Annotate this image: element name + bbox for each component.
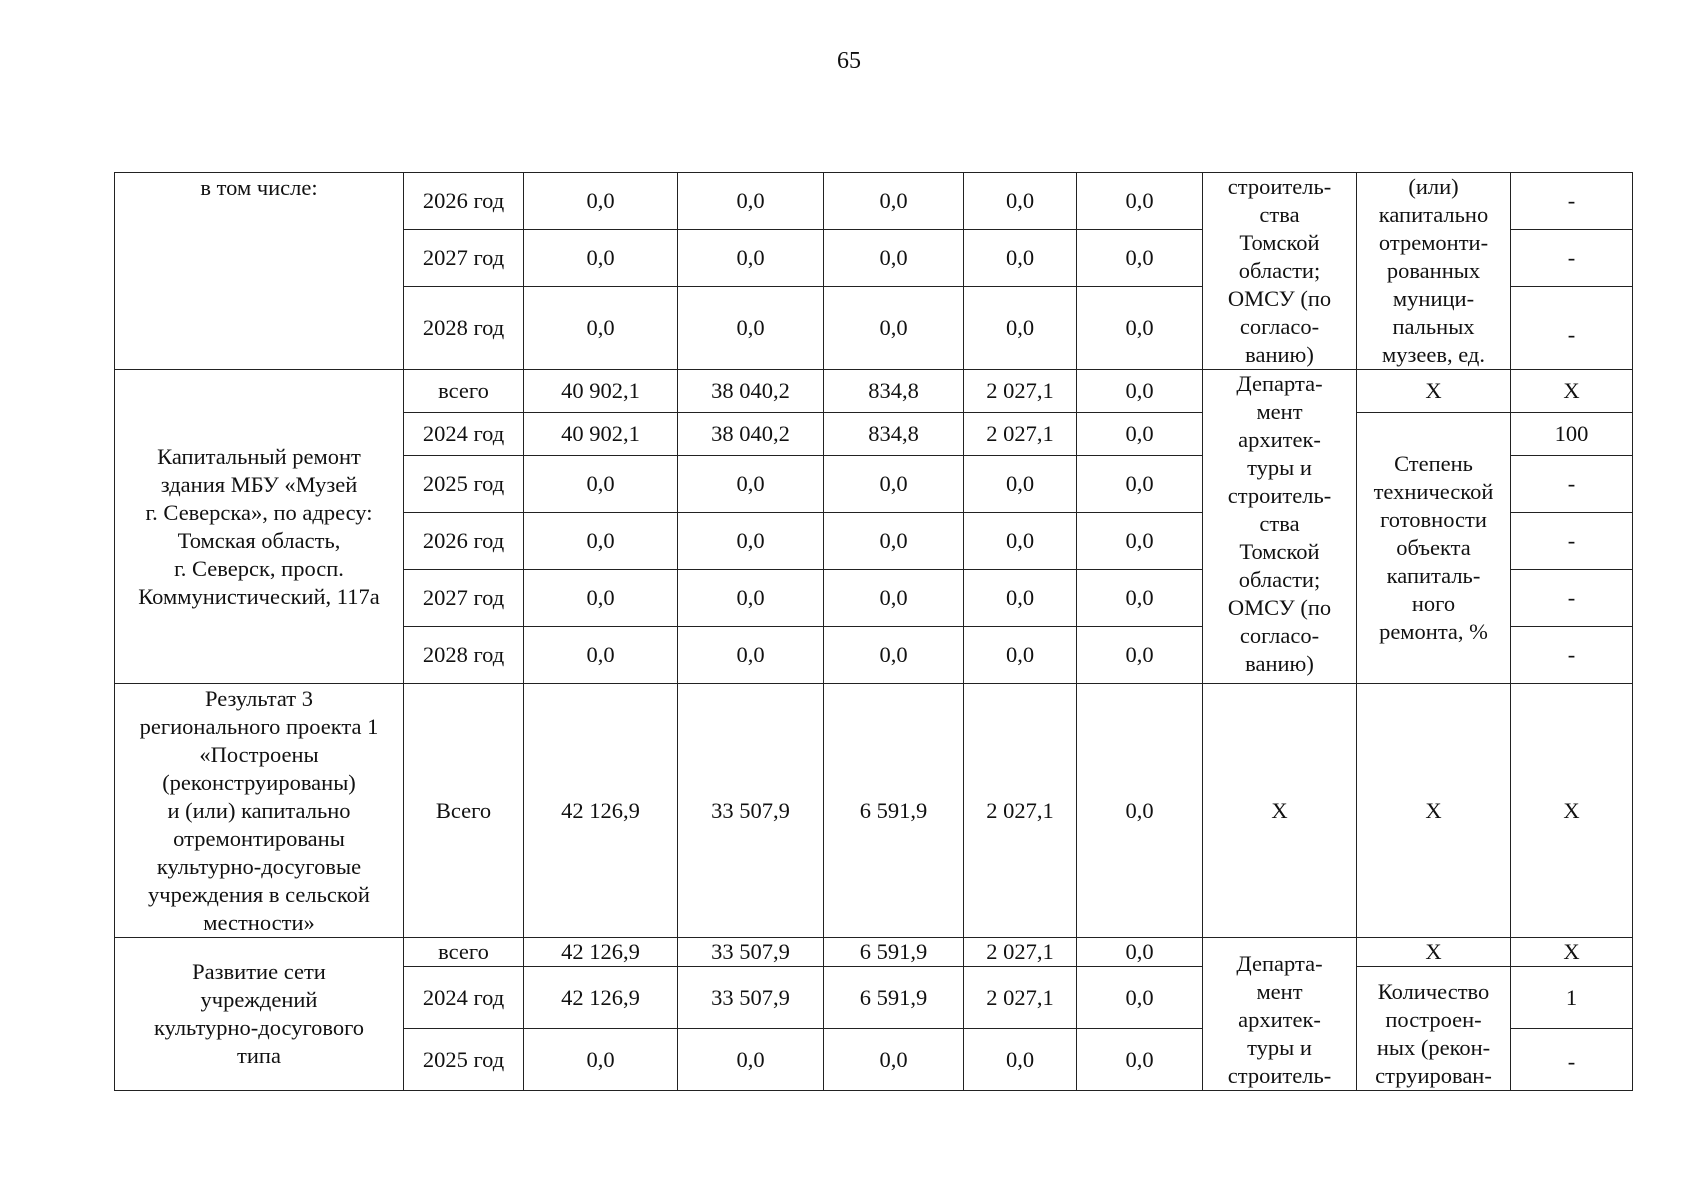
indicator-value: - [1511, 287, 1633, 370]
amount-regional: 6 591,9 [824, 938, 964, 967]
amount-other: 0,0 [1077, 967, 1203, 1029]
amount-local: 0,0 [964, 456, 1077, 513]
year-label: 2025 год [404, 1029, 524, 1091]
amount-other: 0,0 [1077, 287, 1203, 370]
year-label: 2027 год [404, 230, 524, 287]
indicator-value: X [1511, 684, 1633, 938]
amount-other: 0,0 [1077, 230, 1203, 287]
amount-total: 0,0 [524, 173, 678, 230]
indicator-value: - [1511, 1029, 1633, 1091]
amount-other: 0,0 [1077, 456, 1203, 513]
amount-total: 40 902,1 [524, 370, 678, 413]
indicator-value: - [1511, 513, 1633, 570]
year-label: 2028 год [404, 627, 524, 684]
item-name: Развитие сети учреждений культурно-досугового типа [115, 938, 404, 1091]
amount-total: 0,0 [524, 570, 678, 627]
indicator-value: 1 [1511, 967, 1633, 1029]
indicator-name-cell: X [1357, 684, 1511, 938]
item-name: в том числе: [115, 173, 404, 370]
amount-regional: 6 591,9 [824, 967, 964, 1029]
table-row [115, 173, 1633, 230]
indicator-value: X [1511, 938, 1633, 967]
amount-total: 0,0 [524, 513, 678, 570]
year-label: Всего [404, 684, 524, 938]
item-name: Результат 3 регионального проекта 1 «Построены (реконструированы) и (или) капитально отремонтированы культурно-досуговые учреждения в сельской местности» [115, 684, 404, 938]
amount-regional: 834,8 [824, 370, 964, 413]
amount-total: 0,0 [524, 456, 678, 513]
amount-regional: 0,0 [824, 173, 964, 230]
indicator-name-cell: X [1357, 370, 1511, 413]
amount-other: 0,0 [1077, 684, 1203, 938]
year-label: всего [404, 370, 524, 413]
amount-federal: 0,0 [678, 513, 824, 570]
amount-total: 42 126,9 [524, 684, 678, 938]
indicator-name-cell: X [1357, 938, 1511, 967]
amount-local: 0,0 [964, 627, 1077, 684]
amount-local: 2 027,1 [964, 370, 1077, 413]
year-label: 2025 год [404, 456, 524, 513]
amount-total: 0,0 [524, 1029, 678, 1091]
amount-local: 0,0 [964, 230, 1077, 287]
amount-federal: 0,0 [678, 456, 824, 513]
amount-federal: 33 507,9 [678, 967, 824, 1029]
amount-federal: 38 040,2 [678, 370, 824, 413]
amount-regional: 0,0 [824, 570, 964, 627]
amount-federal: 0,0 [678, 287, 824, 370]
amount-other: 0,0 [1077, 413, 1203, 456]
amount-other: 0,0 [1077, 570, 1203, 627]
amount-federal: 38 040,2 [678, 413, 824, 456]
indicator-name: Количество построен- ных (рекон- струирован- [1357, 967, 1511, 1091]
responsible-executor: строитель- ства Томской области; ОМСУ (по согласо- ванию) [1203, 173, 1357, 370]
amount-other: 0,0 [1077, 1029, 1203, 1091]
amount-federal: 0,0 [678, 570, 824, 627]
amount-local: 0,0 [964, 173, 1077, 230]
amount-local: 0,0 [964, 1029, 1077, 1091]
year-label: 2026 год [404, 173, 524, 230]
table-row [115, 938, 1633, 967]
amount-local: 0,0 [964, 287, 1077, 370]
amount-total: 40 902,1 [524, 413, 678, 456]
amount-local: 2 027,1 [964, 413, 1077, 456]
year-label: 2027 год [404, 570, 524, 627]
amount-local: 0,0 [964, 570, 1077, 627]
year-label: всего [404, 938, 524, 967]
year-label: 2024 год [404, 967, 524, 1029]
amount-federal: 0,0 [678, 173, 824, 230]
amount-federal: 33 507,9 [678, 684, 824, 938]
amount-other: 0,0 [1077, 370, 1203, 413]
amount-regional: 0,0 [824, 1029, 964, 1091]
page-number: 65 [837, 48, 861, 74]
amount-federal: 0,0 [678, 230, 824, 287]
indicator-name: Степень технической готовности объекта капиталь- ного ремонта, % [1357, 413, 1511, 684]
amount-regional: 0,0 [824, 513, 964, 570]
amount-regional: 0,0 [824, 287, 964, 370]
year-label: 2028 год [404, 287, 524, 370]
item-name: Капитальный ремонт здания МБУ «Музей г. Северска», по адресу: Томская область, г. Северск, просп. Коммунистический, 117а [115, 370, 404, 684]
indicator-name: (или) капитально отремонти- рованных муници- пальных музеев, ед. [1357, 173, 1511, 370]
amount-local: 2 027,1 [964, 938, 1077, 967]
indicator-value: 100 [1511, 413, 1633, 456]
responsible-executor: Департа- мент архитек- туры и строитель- [1203, 938, 1357, 1091]
indicator-value: - [1511, 456, 1633, 513]
amount-regional: 0,0 [824, 230, 964, 287]
amount-total: 0,0 [524, 627, 678, 684]
year-label: 2024 год [404, 413, 524, 456]
amount-total: 0,0 [524, 287, 678, 370]
amount-regional: 0,0 [824, 456, 964, 513]
table-row [115, 684, 1633, 938]
responsible-executor: X [1203, 684, 1357, 938]
amount-other: 0,0 [1077, 627, 1203, 684]
amount-other: 0,0 [1077, 513, 1203, 570]
indicator-value: - [1511, 570, 1633, 627]
amount-federal: 0,0 [678, 627, 824, 684]
amount-regional: 834,8 [824, 413, 964, 456]
amount-local: 0,0 [964, 513, 1077, 570]
responsible-executor: Департа- мент архитек- туры и строитель- ства Томской области; ОМСУ (по согласо- ванию) [1203, 370, 1357, 684]
amount-federal: 0,0 [678, 1029, 824, 1091]
amount-other: 0,0 [1077, 173, 1203, 230]
indicator-value: - [1511, 230, 1633, 287]
indicator-value: X [1511, 370, 1633, 413]
indicator-value: - [1511, 173, 1633, 230]
financing-table [114, 172, 1633, 1091]
amount-federal: 33 507,9 [678, 938, 824, 967]
table-row [115, 370, 1633, 413]
amount-regional: 0,0 [824, 627, 964, 684]
amount-regional: 6 591,9 [824, 684, 964, 938]
amount-local: 2 027,1 [964, 684, 1077, 938]
amount-total: 42 126,9 [524, 938, 678, 967]
amount-total: 0,0 [524, 230, 678, 287]
year-label: 2026 год [404, 513, 524, 570]
amount-other: 0,0 [1077, 938, 1203, 967]
amount-total: 42 126,9 [524, 967, 678, 1029]
amount-local: 2 027,1 [964, 967, 1077, 1029]
indicator-value: - [1511, 627, 1633, 684]
